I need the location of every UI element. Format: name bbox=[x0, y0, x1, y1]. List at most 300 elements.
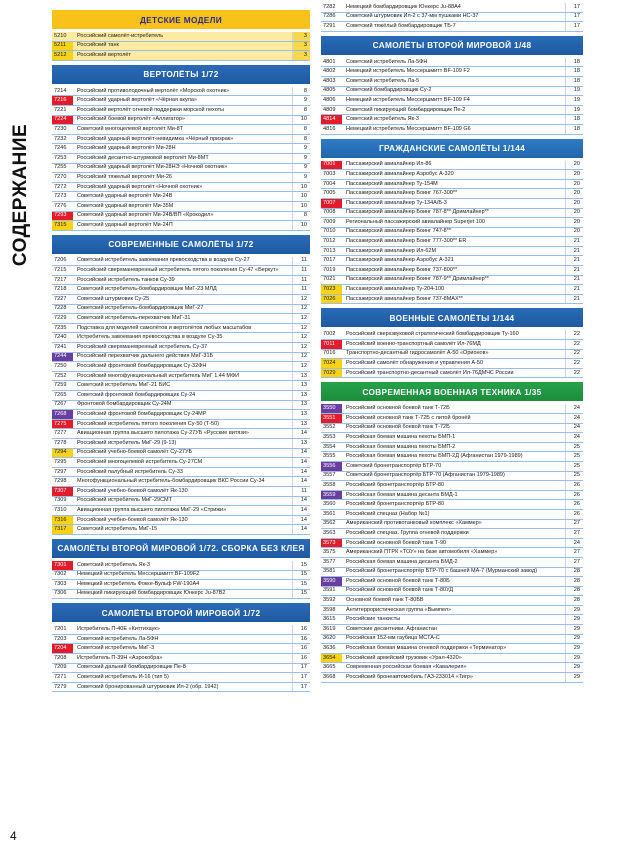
item-code: 3591 bbox=[323, 587, 336, 594]
item-name: Пассажирский авиалайнер Боинг 777-300** ER bbox=[346, 238, 467, 245]
item-page: 28 bbox=[565, 577, 583, 586]
item-code: 7206 bbox=[54, 257, 67, 264]
item-code: 7023 bbox=[321, 285, 342, 294]
catalog-row bbox=[321, 520, 583, 530]
catalog-row bbox=[321, 443, 583, 453]
item-code: 7282 bbox=[323, 3, 336, 10]
catalog-row bbox=[321, 587, 583, 597]
item-name: Истребитель П-40Е «Киттихаук» bbox=[77, 626, 160, 633]
item-code: 3558 bbox=[323, 481, 336, 488]
catalog-row bbox=[321, 673, 583, 683]
item-name: Американский ПТРК «ТОУ» на базе автомобиля «Хаммер» bbox=[346, 549, 498, 556]
item-code: 3555 bbox=[323, 453, 336, 460]
catalog-row bbox=[321, 539, 583, 549]
item-name: Российский палубный истребитель Су-33 bbox=[77, 468, 183, 475]
item-code: 3553 bbox=[323, 433, 336, 440]
item-name: Советский истребитель Ла-5ФН bbox=[77, 635, 159, 642]
item-name: Советские десантники. Афганистан bbox=[346, 625, 437, 632]
item-name: Российский основной боевой танк Т-72Б bbox=[346, 405, 450, 412]
catalog-row bbox=[52, 212, 310, 222]
catalog-row bbox=[52, 96, 310, 106]
item-name: Пассажирский авиалайнер Ил-62М bbox=[346, 247, 437, 254]
item-page: 27 bbox=[565, 558, 583, 567]
catalog-row bbox=[52, 381, 310, 391]
item-name: Российские танкисты bbox=[346, 616, 401, 623]
item-page: 28 bbox=[565, 596, 583, 605]
catalog-row bbox=[52, 154, 310, 164]
item-name: Российская боевая машина пехоты БМП-2Д (Афганистан 1979-1989) bbox=[346, 453, 523, 460]
item-page: 14 bbox=[292, 497, 310, 506]
item-page: 29 bbox=[565, 663, 583, 672]
catalog-row bbox=[321, 359, 583, 369]
item-page: 16 bbox=[292, 625, 310, 634]
catalog-row bbox=[321, 548, 583, 558]
item-code: 7268 bbox=[52, 410, 73, 419]
item-name: Российский учебно-боевой самолёт Су-27УБ bbox=[77, 449, 193, 456]
item-name: Российский сверхманевренный истребитель Су-37 bbox=[77, 343, 208, 350]
item-page: 14 bbox=[292, 525, 310, 534]
item-code: 7214 bbox=[54, 87, 67, 94]
catalog-row bbox=[52, 487, 310, 497]
catalog-row bbox=[52, 673, 310, 683]
item-name: Советский истребитель МиГ-15 bbox=[77, 526, 158, 533]
item-name: Советский истребитель И-16 (тип 5) bbox=[77, 674, 169, 681]
item-name: Российский ударный вертолёт-невидимка «Чёрный призрак» bbox=[77, 135, 234, 142]
item-code: 7026 bbox=[321, 295, 342, 304]
item-page: 21 bbox=[565, 266, 583, 275]
item-code: 3561 bbox=[323, 510, 336, 517]
item-code: 3551 bbox=[321, 414, 342, 423]
item-page: 14 bbox=[292, 516, 310, 525]
item-page: 19 bbox=[565, 96, 583, 105]
item-name: Российский бронетранспортёр БТР-80 bbox=[346, 501, 445, 508]
item-name: Российский армейский грузовик «Урал-4320» bbox=[346, 654, 462, 661]
item-page: 8 bbox=[292, 106, 310, 115]
catalog-row bbox=[321, 472, 583, 482]
catalog-row bbox=[321, 369, 583, 379]
item-name: Российский танк bbox=[77, 42, 119, 49]
catalog-row bbox=[321, 350, 583, 360]
item-code: 7017 bbox=[323, 257, 336, 264]
section-header: ДЕТСКИЕ МОДЕЛИ bbox=[52, 10, 310, 29]
item-page: 13 bbox=[292, 372, 310, 381]
item-name: Советский пикирующий бомбардировщик Пе-2 bbox=[346, 106, 466, 113]
item-code: 7021 bbox=[323, 276, 336, 283]
catalog-row bbox=[52, 333, 310, 343]
catalog-row bbox=[321, 67, 583, 77]
catalog-row bbox=[321, 106, 583, 116]
catalog-row bbox=[321, 285, 583, 295]
item-code: 7010 bbox=[323, 228, 336, 235]
item-name: Американский противотанковый комплекс «Хаммер» bbox=[346, 520, 482, 527]
item-name: Российский перехватчик дальнего действия МиГ-31Б bbox=[77, 353, 214, 360]
item-code: 7317 bbox=[52, 525, 73, 534]
item-code: 7295 bbox=[54, 458, 67, 465]
catalog-row bbox=[321, 577, 583, 587]
item-code: 7316 bbox=[52, 516, 73, 525]
catalog-row bbox=[52, 420, 310, 430]
catalog-row bbox=[52, 683, 310, 693]
item-code: 4809 bbox=[323, 106, 336, 113]
page-number: 4 bbox=[10, 829, 17, 843]
item-code: 3592 bbox=[323, 597, 336, 604]
item-page: 14 bbox=[292, 468, 310, 477]
catalog-row bbox=[321, 424, 583, 434]
item-code: 7301 bbox=[52, 561, 73, 570]
catalog-row bbox=[321, 644, 583, 654]
catalog-row bbox=[321, 433, 583, 443]
section-header: СОВРЕМЕННАЯ ВОЕННАЯ ТЕХНИКА 1/35 bbox=[321, 382, 583, 401]
item-name: Советский ударный вертолёт Ми-35М bbox=[77, 202, 174, 209]
item-name: Советский бронетранспортёр БТР-70 bbox=[346, 462, 442, 469]
item-page: 12 bbox=[292, 324, 310, 333]
item-page: 21 bbox=[565, 276, 583, 285]
catalog-row bbox=[52, 477, 310, 487]
item-code: 4803 bbox=[323, 77, 336, 84]
item-name: Российский транспортно-десантный самолёт Ил-76ДМЧС России bbox=[346, 369, 514, 376]
item-name: Советский ударный вертолёт Ми-24В/ВП «Крокодил» bbox=[77, 212, 214, 219]
item-code: 7250 bbox=[54, 363, 67, 370]
item-name: Российский основной боевой танк Т-72Б bbox=[346, 424, 450, 431]
item-name: Истребитель П-39Н «Аэрокобра» bbox=[77, 654, 163, 661]
item-code: 7203 bbox=[54, 635, 67, 642]
item-page: 17 bbox=[565, 3, 583, 12]
catalog-row bbox=[52, 183, 310, 193]
item-page: 10 bbox=[292, 116, 310, 125]
item-page: 12 bbox=[292, 314, 310, 323]
item-page: 19 bbox=[565, 106, 583, 115]
item-name: Советский многоцелевой вертолёт Ми-8Т bbox=[77, 125, 184, 132]
catalog-row bbox=[52, 135, 310, 145]
catalog-row bbox=[52, 164, 310, 174]
item-code: 4814 bbox=[321, 115, 342, 124]
item-page: 18 bbox=[565, 67, 583, 76]
item-page: 10 bbox=[292, 202, 310, 211]
catalog-row bbox=[52, 343, 310, 353]
item-code: 7286 bbox=[323, 13, 336, 20]
item-name: Российский спецназ. Группа огневой поддержки bbox=[346, 529, 469, 536]
item-code: 3559 bbox=[321, 491, 342, 500]
item-code: 7255 bbox=[54, 164, 67, 171]
catalog-row bbox=[321, 115, 583, 125]
catalog-row bbox=[321, 266, 583, 276]
catalog-row bbox=[52, 468, 310, 478]
catalog-row bbox=[52, 202, 310, 212]
item-code: 3550 bbox=[321, 404, 342, 413]
item-page: 3 bbox=[292, 32, 310, 41]
item-code: 3554 bbox=[323, 443, 336, 450]
item-code: 7224 bbox=[52, 116, 73, 125]
item-page: 14 bbox=[292, 477, 310, 486]
item-code: 7209 bbox=[54, 664, 67, 671]
item-page: 19 bbox=[565, 87, 583, 96]
catalog-row bbox=[321, 635, 583, 645]
catalog-row bbox=[52, 401, 310, 411]
item-name: Пассажирский авиалайнер Аэробус А-320 bbox=[346, 170, 454, 177]
catalog-row bbox=[321, 96, 583, 106]
item-page: 12 bbox=[292, 343, 310, 352]
item-page: 29 bbox=[565, 644, 583, 653]
item-name: Пассажирский авиалайнер Боинг 787-8** Дримлайнер** bbox=[346, 209, 489, 216]
item-name: Российский фронтовой бомбардировщик Су-24МР bbox=[77, 410, 207, 417]
item-name: Российский истребитель пятого поколения Су-50 (Т-50) bbox=[77, 420, 219, 427]
item-code: 5212 bbox=[52, 51, 73, 60]
item-page: 9 bbox=[292, 144, 310, 153]
item-name: Российский многоцелевой истребитель Су-27СМ bbox=[77, 458, 203, 465]
catalog-row bbox=[52, 305, 310, 315]
item-code: 7267 bbox=[54, 401, 67, 408]
item-page: 15 bbox=[292, 571, 310, 580]
item-page: 20 bbox=[565, 161, 583, 170]
item-page: 29 bbox=[565, 615, 583, 624]
item-page: 13 bbox=[292, 401, 310, 410]
item-name: Советский бронированный штурмовик Ил-2 (обр. 1942) bbox=[77, 683, 219, 690]
item-name: Российский основной танк Т-72Б с литой бронёй bbox=[346, 414, 471, 421]
catalog-row bbox=[52, 32, 310, 42]
item-page: 29 bbox=[565, 635, 583, 644]
catalog-row bbox=[321, 404, 583, 414]
item-page: 13 bbox=[292, 381, 310, 390]
item-page: 20 bbox=[565, 170, 583, 179]
item-code: 7008 bbox=[323, 209, 336, 216]
item-name: Советский истребитель Ла-5ФН bbox=[346, 58, 428, 65]
item-name: Российская 152-мм гаубица МСТА-С bbox=[346, 635, 440, 642]
item-name: Российская боевая машина пехоты БМП-2 bbox=[346, 443, 456, 450]
item-page: 9 bbox=[292, 173, 310, 182]
item-page: 17 bbox=[292, 664, 310, 673]
item-name: Советский истребитель завоевания превосходства в воздухе Су-27 bbox=[77, 257, 250, 264]
item-code: 7003 bbox=[323, 170, 336, 177]
item-code: 7004 bbox=[323, 180, 336, 187]
item-name: Российский самолёт-истребитель bbox=[77, 32, 164, 39]
item-page: 10 bbox=[292, 183, 310, 192]
item-name: Немецкий истребитель Мессершмитт BF-109 F4 bbox=[346, 96, 470, 103]
item-page: 24 bbox=[565, 414, 583, 423]
catalog-row bbox=[52, 173, 310, 183]
item-code: 3557 bbox=[323, 472, 336, 479]
item-code: 3590 bbox=[321, 577, 342, 586]
item-page: 17 bbox=[292, 673, 310, 682]
item-code: 7201 bbox=[54, 626, 67, 633]
catalog-row bbox=[321, 228, 583, 238]
section-header: САМОЛЁТЫ ВТОРОЙ МИРОВОЙ 1/72 bbox=[52, 603, 310, 622]
item-name: Российский многофункциональный истребитель МиГ 1.44 МФИ bbox=[77, 372, 240, 379]
catalog-row bbox=[321, 558, 583, 568]
item-page: 13 bbox=[292, 420, 310, 429]
item-code: 7279 bbox=[54, 683, 67, 690]
catalog-row bbox=[52, 449, 310, 459]
catalog-row bbox=[321, 414, 583, 424]
item-code: 7007 bbox=[321, 199, 342, 208]
item-code: 7307 bbox=[52, 487, 73, 496]
item-code: 7013 bbox=[323, 247, 336, 254]
item-page: 16 bbox=[292, 635, 310, 644]
item-code: 7293 bbox=[52, 212, 73, 221]
item-name: Многофункциональный истребитель-бомбардировщик ВКС России Су-34 bbox=[77, 478, 265, 485]
item-name: Российский ударный вертолёт Ми-28Н bbox=[77, 145, 176, 152]
item-name: Советский ударный вертолёт Ми-24П bbox=[77, 221, 173, 228]
left-column bbox=[52, 10, 310, 696]
item-name: Российский спецназ (Набор №1) bbox=[346, 510, 430, 517]
item-page: 25 bbox=[565, 462, 583, 471]
item-code: 7271 bbox=[54, 674, 67, 681]
item-name: Пассажирский авиалайнер Боинг 737-800** bbox=[346, 266, 458, 273]
item-name: Российский вертолёт огневой поддержки морской пехоты bbox=[77, 106, 225, 113]
catalog-row bbox=[321, 596, 583, 606]
item-page: 22 bbox=[565, 350, 583, 359]
item-code: 7273 bbox=[54, 193, 67, 200]
item-page: 14 bbox=[292, 506, 310, 515]
item-name: Советский бомбардировщик Су-2 bbox=[346, 87, 432, 94]
catalog-row bbox=[52, 516, 310, 526]
item-name: Пассажирский авиалайнер Аэробус А-321 bbox=[346, 257, 454, 264]
catalog-row bbox=[321, 462, 583, 472]
item-name: Советский штурмовик Ил-2 с 37-мм пушками НС-37 bbox=[346, 13, 479, 20]
catalog-row bbox=[52, 295, 310, 305]
item-page: 22 bbox=[565, 369, 583, 378]
catalog-row bbox=[52, 580, 310, 590]
item-code: 7005 bbox=[323, 190, 336, 197]
catalog-row bbox=[321, 247, 583, 257]
item-code: 7216 bbox=[52, 96, 73, 105]
item-code: 7232 bbox=[54, 135, 67, 142]
item-code: 3665 bbox=[323, 664, 336, 671]
item-page: 18 bbox=[565, 115, 583, 124]
catalog-row bbox=[321, 77, 583, 87]
catalog-row bbox=[321, 3, 583, 13]
item-page: 26 bbox=[565, 481, 583, 490]
catalog-row bbox=[321, 452, 583, 462]
item-name: Российский сверхзвуковой стратегический бомбардировщик Ту-160 bbox=[346, 331, 519, 338]
catalog-row bbox=[52, 106, 310, 116]
item-page: 17 bbox=[565, 22, 583, 31]
item-code: 7272 bbox=[54, 183, 67, 190]
item-page: 20 bbox=[565, 180, 583, 189]
catalog-row bbox=[321, 199, 583, 209]
catalog-row bbox=[321, 237, 583, 247]
item-code: 7291 bbox=[323, 22, 336, 29]
catalog-row bbox=[52, 42, 310, 52]
item-name: Российский основной боевой танк Т-90 bbox=[346, 539, 447, 546]
item-code: 7315 bbox=[52, 221, 73, 230]
catalog-row bbox=[321, 654, 583, 664]
item-name: Авиационная группа высшего пилотажа МиГ-29 «Стрижи» bbox=[77, 506, 227, 513]
item-name: Советский фронтовой бомбардировщик Су-24 bbox=[77, 391, 196, 398]
catalog-row bbox=[52, 410, 310, 420]
item-page: 11 bbox=[292, 285, 310, 294]
catalog-row bbox=[52, 285, 310, 295]
item-page: 17 bbox=[292, 683, 310, 692]
item-page: 27 bbox=[565, 548, 583, 557]
item-code: 7298 bbox=[54, 478, 67, 485]
catalog-row bbox=[52, 353, 310, 363]
item-name: Советский тяжёлый бомбардировщик ТБ-7 bbox=[346, 22, 456, 29]
item-name: Российский ударный вертолёт «Ночной охотник» bbox=[77, 183, 203, 190]
catalog-row bbox=[52, 525, 310, 535]
side-title-text: СОДЕРЖАНИЕ bbox=[10, 123, 31, 267]
item-code: 5211 bbox=[52, 42, 73, 51]
catalog-row bbox=[321, 125, 583, 135]
item-page: 20 bbox=[565, 189, 583, 198]
item-page: 29 bbox=[565, 654, 583, 663]
item-code: 7217 bbox=[54, 276, 67, 283]
item-code: 7009 bbox=[323, 218, 336, 225]
item-name: Истребитель завоевания превосходства в воздухе Су-35 bbox=[77, 334, 223, 341]
item-page: 10 bbox=[292, 192, 310, 201]
item-name: Российский истребитель МиГ-29 (9-13) bbox=[77, 439, 177, 446]
item-name: Подставка для моделей самолётов и вертолётов любых масштабов bbox=[77, 324, 252, 331]
item-code: 7246 bbox=[54, 145, 67, 152]
catalog-row bbox=[52, 314, 310, 324]
item-code: 7235 bbox=[54, 324, 67, 331]
item-name: Российский учебно-боевой самолёт Як-130 bbox=[77, 487, 188, 494]
item-name: Российский учебно-боевой самолёт Як-130 bbox=[77, 516, 188, 523]
item-page: 13 bbox=[292, 410, 310, 419]
item-name: Российская боевая машина пехоты БМП-1 bbox=[346, 433, 456, 440]
catalog-row bbox=[321, 529, 583, 539]
item-page: 11 bbox=[292, 487, 310, 496]
side-title bbox=[6, 110, 36, 280]
item-name: Антитеррористическая группа «Вымпел» bbox=[346, 606, 452, 613]
item-code: 7265 bbox=[54, 391, 67, 398]
item-page: 8 bbox=[292, 87, 310, 96]
catalog-row bbox=[52, 635, 310, 645]
item-page: 24 bbox=[565, 424, 583, 433]
item-code: 3636 bbox=[323, 645, 336, 652]
item-page: 3 bbox=[292, 42, 310, 51]
catalog-row bbox=[52, 276, 310, 286]
item-page: 8 bbox=[292, 135, 310, 144]
item-page: 22 bbox=[565, 359, 583, 368]
item-name: Российский основной боевой танк Т-80УД bbox=[346, 587, 454, 594]
catalog-row bbox=[321, 218, 583, 228]
item-name: Российский боевой вертолёт «Аллигатор» bbox=[77, 116, 185, 123]
catalog-row bbox=[52, 458, 310, 468]
item-code: 3556 bbox=[321, 462, 342, 471]
item-code: 7002 bbox=[323, 331, 336, 338]
catalog-row bbox=[52, 561, 310, 571]
item-code: 7227 bbox=[54, 295, 67, 302]
catalog-row bbox=[321, 606, 583, 616]
catalog-row bbox=[321, 161, 583, 171]
item-page: 28 bbox=[565, 568, 583, 577]
catalog-row bbox=[52, 362, 310, 372]
item-name: Российский ударный вертолёт «Чёрная акула» bbox=[77, 97, 197, 104]
catalog-row bbox=[321, 330, 583, 340]
item-code: 7228 bbox=[54, 305, 67, 312]
item-page: 24 bbox=[565, 404, 583, 413]
item-name: Немецкий истребитель Мессершмитт BF-109F2 bbox=[77, 571, 200, 578]
item-name: Российский бронетранспортёр БТР-80 bbox=[346, 481, 445, 488]
item-name: Советский истребитель Як-3 bbox=[77, 561, 150, 568]
item-page: 21 bbox=[565, 295, 583, 304]
item-page: 21 bbox=[565, 247, 583, 256]
item-page: 16 bbox=[292, 654, 310, 663]
catalog-row bbox=[321, 13, 583, 23]
item-page: 12 bbox=[292, 353, 310, 362]
item-code: 7270 bbox=[54, 173, 67, 180]
item-name: Немецкий бомбардировщик Юнкерс Ju-88A4 bbox=[346, 3, 461, 10]
item-page: 27 bbox=[565, 520, 583, 529]
item-name: Авиационная группа высшего пилотажа Су-27УБ «Русские витязи» bbox=[77, 430, 249, 437]
item-code: 7277 bbox=[54, 430, 67, 437]
item-code: 5210 bbox=[54, 32, 67, 39]
item-name: Пассажирский авиалайнер Боинг 747-8** bbox=[346, 228, 452, 235]
item-name: Российский истребитель танков Су-39 bbox=[77, 276, 175, 283]
item-code: 7204 bbox=[52, 644, 73, 653]
item-name: Советский дальний бомбардировщик Пе-8 bbox=[77, 664, 186, 671]
catalog-row bbox=[52, 644, 310, 654]
